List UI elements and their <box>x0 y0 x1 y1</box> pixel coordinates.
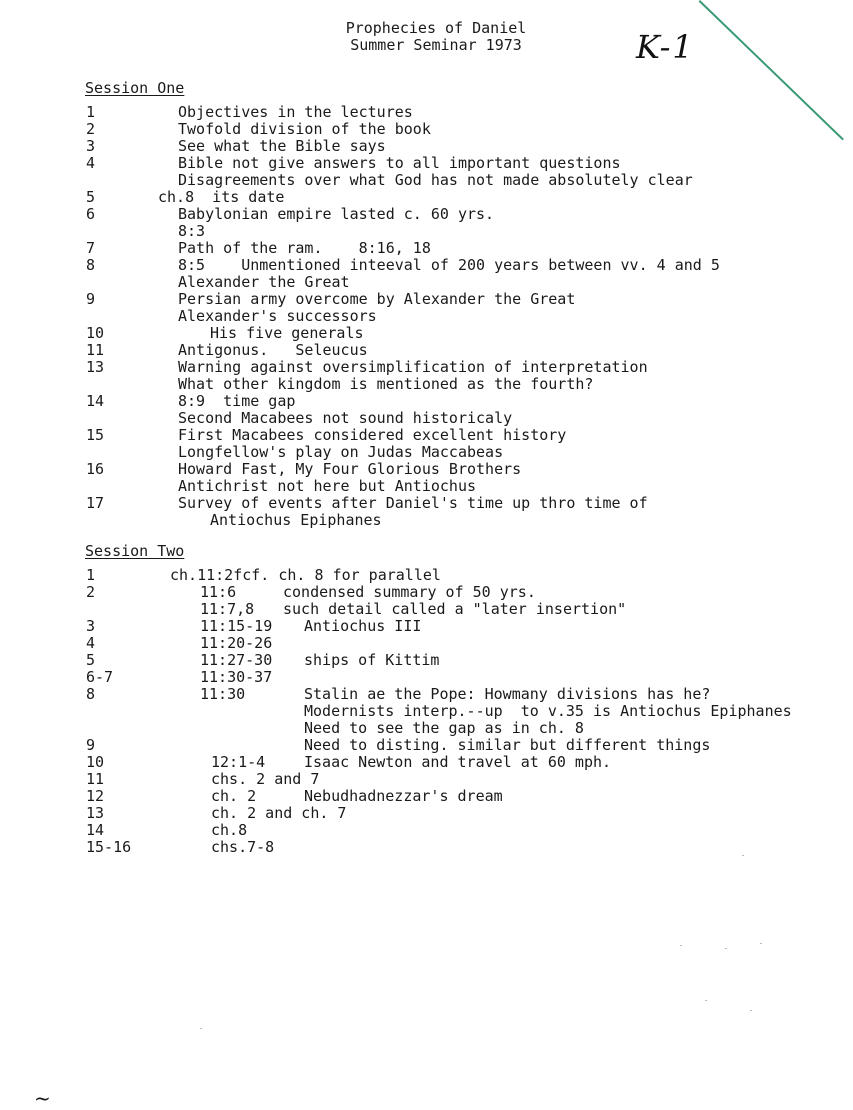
session-two-row <box>0 788 853 805</box>
row-reference: ch.8 <box>211 821 248 839</box>
row-text: Need to disting. similar but different things <box>304 736 711 754</box>
row-number: 15 <box>86 426 105 444</box>
row-reference: 11:30 <box>200 685 246 703</box>
scan-speck <box>200 1028 202 1029</box>
session-two-row <box>0 771 853 788</box>
row-reference: 11:6 <box>200 583 237 601</box>
row-text: ch.8 its date <box>158 188 285 206</box>
row-reference: 11:7,8 <box>200 600 255 618</box>
row-text: Twofold division of the book <box>178 120 431 138</box>
row-number: 6 <box>86 205 96 223</box>
session-one-row <box>0 257 853 274</box>
row-number: 4 <box>86 634 96 652</box>
session-one-row <box>0 461 853 478</box>
row-reference: 11:15-19 <box>200 617 273 635</box>
row-number: 1 <box>86 566 96 584</box>
session-one-row <box>0 444 853 461</box>
row-number: 13 <box>86 358 105 376</box>
session-one-row <box>0 512 853 529</box>
row-number: 11 <box>86 341 105 359</box>
row-text: Modernists interp.--up to v.35 is Antiochus Epiphanes <box>304 702 792 720</box>
row-text: Antichrist not here but Antiochus <box>178 477 477 495</box>
scan-speck <box>760 943 762 944</box>
row-reference: 11:30-37 <box>200 668 273 686</box>
session-two-row <box>0 822 853 839</box>
session-one-row <box>0 410 853 427</box>
row-number: 2 <box>86 583 96 601</box>
session-two-row <box>0 584 853 601</box>
row-text: 8:9 time gap <box>178 392 296 410</box>
session-one-heading: Session One <box>85 79 185 97</box>
session-two-heading: Session Two <box>85 542 185 560</box>
session-two-row <box>0 805 853 822</box>
title-line-1: Prophecies of Daniel <box>345 19 527 37</box>
row-number: 14 <box>86 821 105 839</box>
row-number: 1 <box>86 103 96 121</box>
session-two-row <box>0 737 853 754</box>
session-one-row <box>0 308 853 325</box>
row-number: 8 <box>86 256 96 274</box>
row-text: Nebudhadnezzar's dream <box>304 787 503 805</box>
row-reference: chs. 2 and 7 <box>211 770 320 788</box>
session-two-row <box>0 686 853 703</box>
session-two-row <box>0 652 853 669</box>
session-one-row <box>0 155 853 172</box>
row-text: Objectives in the lectures <box>178 103 413 121</box>
handwritten-code: K-1 <box>636 28 695 66</box>
session-one-row <box>0 427 853 444</box>
row-number: 16 <box>86 460 105 478</box>
row-reference: 11:20-26 <box>200 634 273 652</box>
row-number: 4 <box>86 154 96 172</box>
session-two-row <box>0 754 853 771</box>
scan-speck <box>680 945 682 946</box>
row-number: 5 <box>86 651 96 669</box>
session-one-row <box>0 478 853 495</box>
session-one-row <box>0 172 853 189</box>
session-one-row <box>0 291 853 308</box>
row-text: Survey of events after Daniel's time up thro time of <box>178 494 648 512</box>
title-line-2: Summer Seminar 1973 <box>350 36 522 54</box>
session-one-row <box>0 206 853 223</box>
row-text: Path of the ram. 8:16, 18 <box>178 239 431 257</box>
row-number: 6-7 <box>86 668 114 686</box>
session-two-row <box>0 601 853 618</box>
row-number: 12 <box>86 787 105 805</box>
session-one-row <box>0 393 853 410</box>
session-one-list <box>0 104 853 529</box>
session-two-row <box>0 669 853 686</box>
row-text: condensed summary of 50 yrs. <box>283 583 536 601</box>
row-reference: 12:1-4 <box>211 753 266 771</box>
row-number: 11 <box>86 770 105 788</box>
row-number: 15-16 <box>86 838 132 856</box>
row-number: 2 <box>86 120 96 138</box>
session-two-row <box>0 618 853 635</box>
document-title <box>0 20 853 54</box>
row-reference: chs.7-8 <box>211 838 275 856</box>
row-reference: 11:27-30 <box>200 651 273 669</box>
row-number: 14 <box>86 392 105 410</box>
row-number: 10 <box>86 753 105 771</box>
row-number: 17 <box>86 494 105 512</box>
session-one-row <box>0 359 853 376</box>
row-text: Second Macabees not sound historicaly <box>178 409 513 427</box>
row-text: Disagreements over what God has not made absolutely clear <box>178 171 693 189</box>
row-text: His five generals <box>210 324 364 342</box>
row-number: 9 <box>86 736 96 754</box>
session-one-row <box>0 189 853 206</box>
scan-speck <box>725 948 727 949</box>
session-one-row <box>0 240 853 257</box>
session-one-row <box>0 223 853 240</box>
row-number: 7 <box>86 239 96 257</box>
scan-speck <box>750 1010 752 1011</box>
session-one-row <box>0 104 853 121</box>
session-one-row <box>0 342 853 359</box>
row-text: Isaac Newton and travel at 60 mph. <box>304 753 612 771</box>
row-text: Persian army overcome by Alexander the Great <box>178 290 576 308</box>
session-one-row <box>0 121 853 138</box>
row-text: Antiochus Epiphanes <box>210 511 382 529</box>
row-text: Alexander's successors <box>178 307 377 325</box>
row-number: 5 <box>86 188 96 206</box>
bottom-scribble-mark: ~ <box>34 1086 51 1110</box>
row-text: Bible not give answers to all important questions <box>178 154 621 172</box>
row-text: Stalin ae the Pope: Howmany divisions has he? <box>304 685 711 703</box>
session-one-row <box>0 495 853 512</box>
session-one-row <box>0 138 853 155</box>
row-number: 10 <box>86 324 105 342</box>
row-text: 8:3 <box>178 222 206 240</box>
row-number: 9 <box>86 290 96 308</box>
row-text: Howard Fast, My Four Glorious Brothers <box>178 460 522 478</box>
row-text: See what the Bible says <box>178 137 386 155</box>
row-number: 8 <box>86 685 96 703</box>
scan-speck <box>705 1000 707 1001</box>
row-text: Longfellow's play on Judas Maccabeas <box>178 443 504 461</box>
row-text: What other kingdom is mentioned as the fourth? <box>178 375 594 393</box>
session-two-row <box>0 720 853 737</box>
scan-speck <box>742 855 744 856</box>
session-two-list <box>0 567 853 856</box>
row-text: Alexander the Great <box>178 273 350 291</box>
row-text: ships of Kittim <box>304 651 440 669</box>
row-number: 3 <box>86 617 96 635</box>
session-one-row <box>0 376 853 393</box>
session-two-row <box>0 567 853 584</box>
row-reference: ch.11:2fcf. ch. 8 for parallel <box>170 566 441 584</box>
session-two-row <box>0 635 853 652</box>
row-number: 13 <box>86 804 105 822</box>
session-two-row <box>0 703 853 720</box>
row-number: 3 <box>86 137 96 155</box>
session-one-row <box>0 325 853 342</box>
row-reference: ch. 2 and ch. 7 <box>211 804 347 822</box>
row-reference: ch. 2 <box>211 787 257 805</box>
row-text: Need to see the gap as in ch. 8 <box>304 719 584 737</box>
session-two-row <box>0 839 853 856</box>
row-text: First Macabees considered excellent history <box>178 426 567 444</box>
row-text: Warning against oversimplification of interpretation <box>178 358 648 376</box>
row-text: 8:5 Unmentioned inteeval of 200 years between vv. 4 and 5 <box>178 256 720 274</box>
session-one-row <box>0 274 853 291</box>
row-text: Antiochus III <box>304 617 422 635</box>
row-text: such detail called a "later insertion" <box>283 600 627 618</box>
row-text: Antigonus. Seleucus <box>178 341 368 359</box>
row-text: Babylonian empire lasted c. 60 yrs. <box>178 205 495 223</box>
